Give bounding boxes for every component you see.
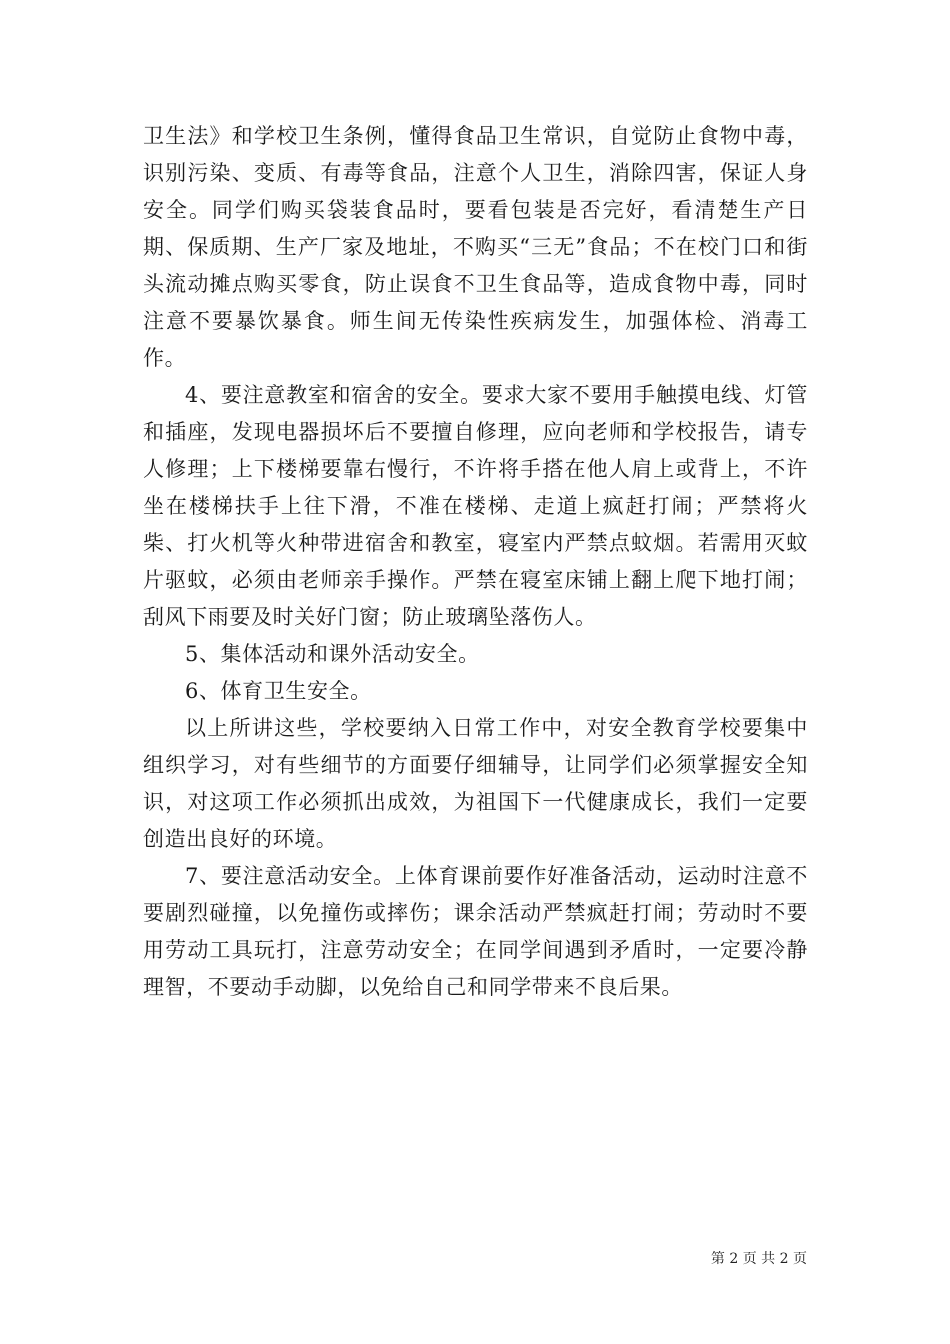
document-body bbox=[143, 118, 808, 1006]
paragraph-food-hygiene: 卫生法》和学校卫生条例，懂得食品卫生常识，自觉防止食物中毒，识别污染、变质、有毒等食品，注意个人卫生，消除四害，保证人身安全。同学们购买袋装食品时，要看包装是否完好，看清楚生产日期、保质期、生产厂家及地址，不购买“三无”食品；不在校门口和街头流动摊点购买零食，防止误食不卫生食品等，造成食物中毒，同时注意不要暴饮暴食。师生间无传染性疾病发生，加强体检、消毒工作。 bbox=[143, 124, 808, 370]
paragraph-dorm-safety: 4、要注意教室和宿舍的安全。要求大家不要用手触摸电线、灯管和插座，发现电器损坏后不要擅自修理，应向老师和学校报告，请专人修理；上下楼梯要靠右慢行，不许将手搭在他人肩上或背上，不许坐在楼梯扶手上往下滑，不准在楼梯、走道上疯赶打闹；严禁将火柴、打火机等火种带进宿舍和教室，寝室内严禁点蚊烟。若需用灭蚊片驱蚊，必须由老师亲手操作。严禁在寝室床铺上翻上爬下地打闹；刮风下雨要及时关好门窗；防止玻璃坠落伤人。 bbox=[143, 383, 808, 629]
paragraph-activity-safety: 7、要注意活动安全。上体育课前要作好准备活动，运动时注意不要剧烈碰撞，以免撞伤或摔伤；课余活动严禁疯赶打闹；劳动时不要用劳动工具玩打，注意劳动安全；在同学间遇到矛盾时，一定要冷静理智，不要动手动脚，以免给自己和同学带来不良后果。 bbox=[143, 864, 808, 999]
paragraph-group-activity: 5、集体活动和课外活动安全。 bbox=[185, 642, 480, 666]
paragraph-sports-hygiene: 6、体育卫生安全。 bbox=[185, 679, 372, 703]
page-number-footer: 第 2 页 共 2 页 bbox=[710, 1251, 807, 1267]
paragraph-summary: 以上所讲这些，学校要纳入日常工作中，对安全教育学校要集中组织学习，对有些细节的方面要仔细辅导，让同学们必须掌握安全知识，对这项工作必须抓出成效，为祖国下一代健康成长，我们一定要创造出良好的环境。 bbox=[143, 716, 808, 851]
